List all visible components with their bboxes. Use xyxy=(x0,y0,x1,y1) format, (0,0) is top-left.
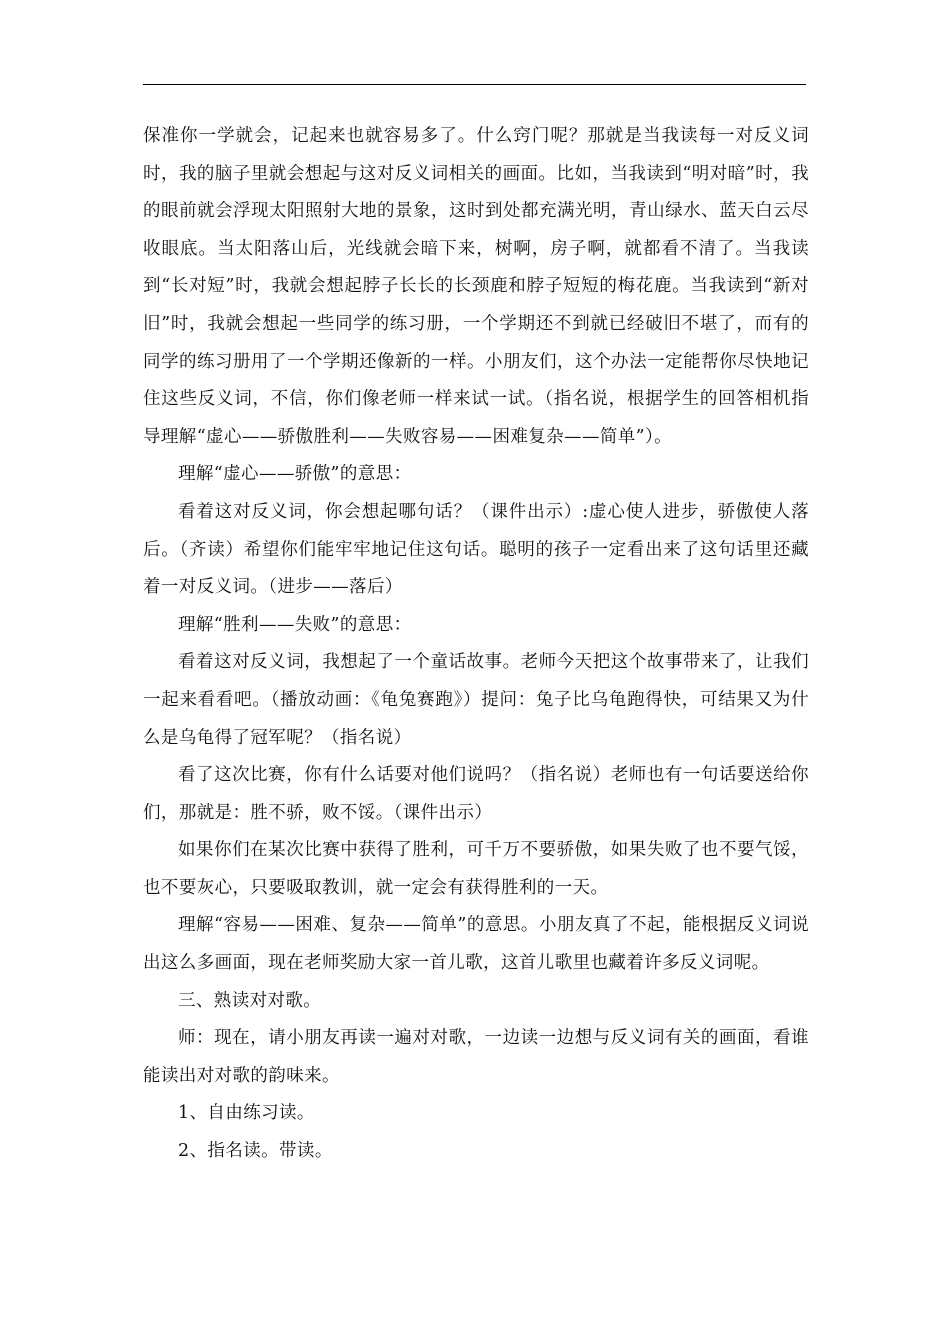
paragraph: 看着这对反义词，你会想起哪句话？（课件出示）:虚心使人进步，骄傲使人落后。（齐读）希望你们能牢牢地记住这句话。聪明的孩子一定看出来了这句话里还藏着一对反义词。（进步——落后） xyxy=(143,501,809,598)
header-rule xyxy=(143,84,806,85)
paragraph-continued: 保准你一学就会，记起来也就容易多了。什么窍门呢？那就是当我读每一对反义词时，我的脑子里就会想起与这对反义词相关的画面。比如，当我读到“明对暗”时，我的眼前就会浮现太阳照射大地的景象，这时到处都充满光明，青山绿水、蓝天白云尽收眼底。当太阳落山后，光线就会暗下来，树啊，房子啊，就都看不清了。当我读到“长对短”时，我就会想起脖子长长的长颈鹿和脖子短短的梅花鹿。当我读到“新对旧”时，我就会想起一些同学的练习册，一个学期还不到就已经破旧不堪了，而有的同学的练习册用了一个学期还像新的一样。小朋友们，这个办法一定能帮你尽快地记住这些反义词，不信，你们像老师一样来试一试。（指名说，根据学生的回答相机指导理解“虚心——骄傲胜利——失败容易——困难复杂——简单”）。 xyxy=(143,126,809,447)
paragraph: 理解“容易——困难、复杂——简单”的意思。小朋友真了不起，能根据反义词说出这么多画面，现在老师奖励大家一首儿歌，这首儿歌里也藏着许多反义词呢。 xyxy=(143,915,809,974)
paragraph: 如果你们在某次比赛中获得了胜利，可千万不要骄傲，如果失败了也不要气馁，也不要灰心，只要吸取教训，就一定会有获得胜利的一天。 xyxy=(143,840,809,898)
paragraph: 师：现在，请小朋友再读一遍对对歌，一边读一边想与反义词有关的画面，看谁能读出对对歌的韵味来。 xyxy=(143,1028,809,1086)
paragraph-heading-victory-failure: 理解“胜利——失败”的意思： xyxy=(178,614,412,635)
list-item: 1、自由练习读。 xyxy=(178,1103,315,1124)
paragraph: 看了这次比赛，你有什么话要对他们说吗？（指名说）老师也有一句话要送给你们，那就是：胜不骄，败不馁。（课件出示） xyxy=(143,765,809,823)
paragraph: 看着这对反义词，我想起了一个童话故事。老师今天把这个故事带来了，让我们一起来看看吧。（播放动画：《龟兔赛跑》）提问：兔子比乌龟跑得快，可结果又为什么是乌龟得了冠军呢？（指名说） xyxy=(143,652,809,748)
document-body xyxy=(143,118,809,1171)
list-item: 2、指名读。带读。 xyxy=(178,1141,333,1162)
section-heading: 三、熟读对对歌。 xyxy=(178,990,322,1011)
paragraph-heading-modest-proud: 理解“虚心——骄傲”的意思： xyxy=(178,464,412,485)
